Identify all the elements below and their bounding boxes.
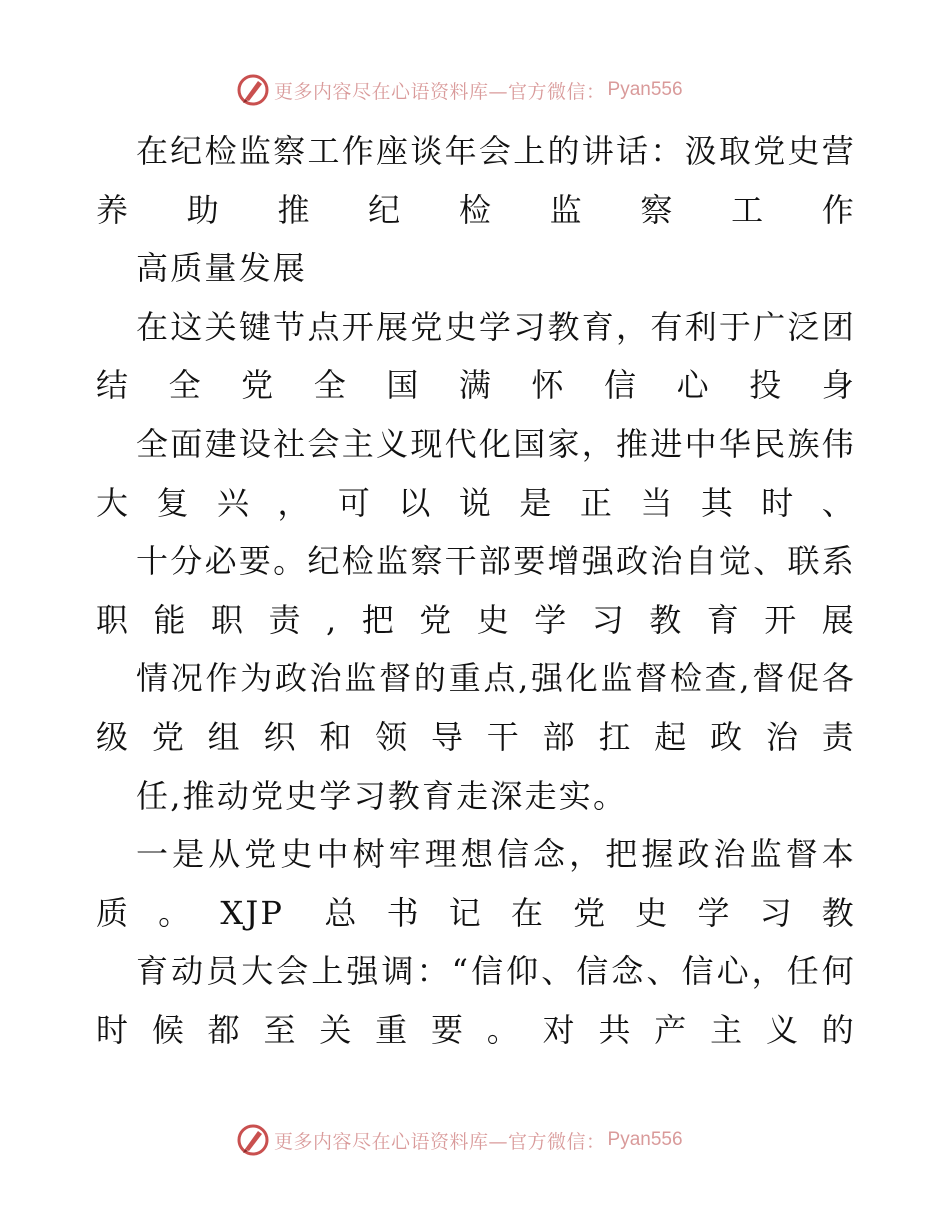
wechat-id: Pyan556	[607, 79, 683, 100]
paragraph: 全面建设社会主义现代化国家，推进中华民族伟大复兴，可以说是正当其时、	[96, 424, 856, 522]
paragraph: 在这关键节点开展党史学习教育，有利于广泛团结全党全国满怀信心投身	[96, 307, 856, 405]
quill-pen-circle-icon	[236, 1123, 270, 1157]
quill-pen-circle-icon	[236, 73, 270, 107]
paragraph: 十分必要。纪检监察干部要增强政治自觉、联系职能职责,把党史学习教育开展	[96, 542, 856, 639]
paragraph: 情况作为政治监督的重点,强化监督检查,督促各级党组织和领导干部扛起政治责	[96, 659, 856, 756]
paragraph: 育动员大会上强调：“信仰、信念、信心，任何时候都至关重要。对共产主义的	[96, 952, 856, 1049]
header-watermark-banner	[236, 72, 683, 108]
document-body	[96, 122, 856, 1060]
paragraph-title-cont: 高质量发展	[136, 249, 308, 288]
paragraph: 任,推动党史学习教育走深走实。	[136, 776, 628, 815]
banner-text: 更多内容尽在心语资料库—官方微信：	[274, 1130, 606, 1153]
wechat-id: Pyan556	[607, 1129, 683, 1150]
footer-watermark-banner	[236, 1122, 683, 1158]
paragraph: 一是从党史中树牢理想信念，把握政治监督本质。XJP 总书记在党史学习教	[96, 835, 856, 932]
paragraph-title: 在纪检监察工作座谈年会上的讲话：汲取党史营养助推纪检监察工作	[96, 132, 856, 229]
banner-text: 更多内容尽在心语资料库—官方微信：	[274, 80, 606, 103]
